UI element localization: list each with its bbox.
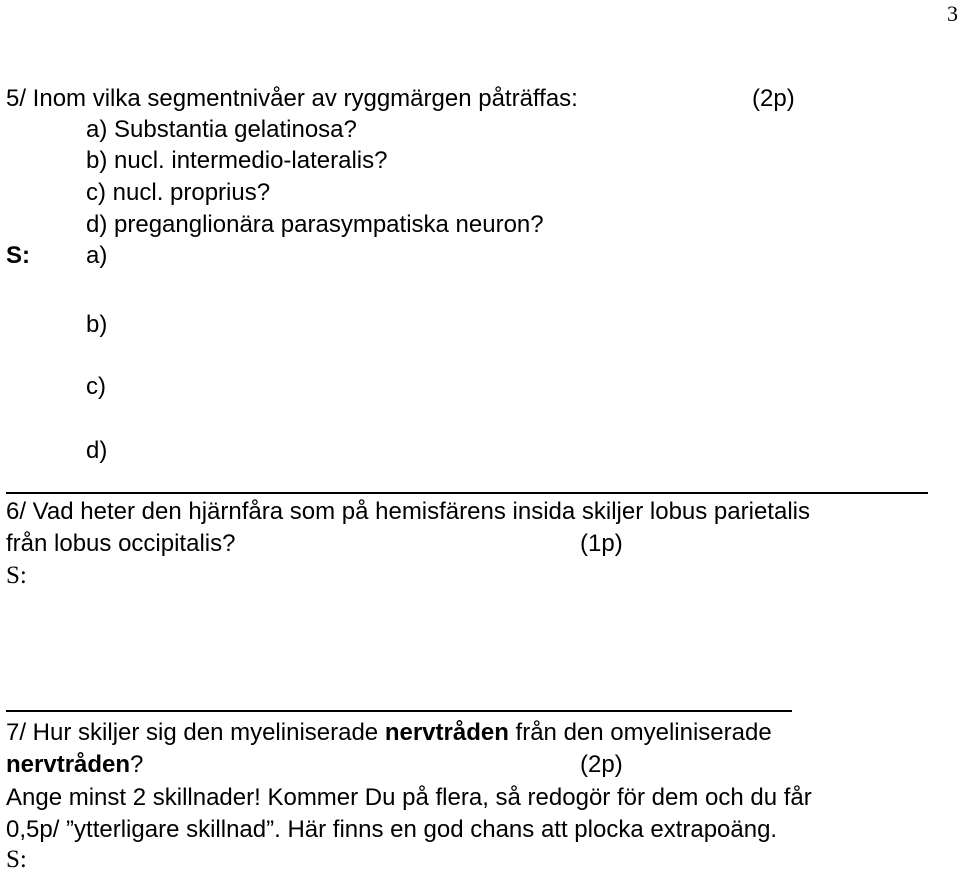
q5-option-b: b) nucl. intermedio-lateralis? <box>86 147 388 174</box>
q5-answer-a: a) <box>86 242 108 269</box>
separator-rule-1 <box>6 492 928 494</box>
q6-answer-label: S: <box>6 562 27 589</box>
q5-option-d: d) preganglionära parasympatiska neuron? <box>86 211 544 238</box>
q6-line1: 6/ Vad heter den hjärnfåra som på hemisfärens insida skiljer lobus parietalis <box>6 498 810 525</box>
page-number: 3 <box>947 1 958 26</box>
q7-line3: Ange minst 2 skillnader! Kommer Du på flera, så redogör för dem och du får <box>6 784 812 811</box>
q5-points: (2p) <box>752 85 795 112</box>
q5-option-c: c) nucl. proprius? <box>86 179 271 206</box>
q5-answer-b: b) <box>86 311 108 338</box>
q7-points: (2p) <box>580 751 623 778</box>
q7-line1 <box>6 718 772 748</box>
q5-answer-label: S: <box>6 242 30 269</box>
q7-line2 <box>6 750 143 780</box>
q5-question: 5/ Inom vilka segmentnivåer av ryggmärgen påträffas: <box>6 85 578 112</box>
q7-line4: 0,5p/ ”ytterligare skillnad”. Här finns en god chans att plocka extrapoäng. <box>6 816 778 843</box>
q7-middle: från den omyeliniserade <box>508 719 772 746</box>
q6-points: (1p) <box>580 530 623 557</box>
q7-bold-term-1: nervtråden <box>384 719 509 746</box>
q6-line2: från lobus occipitalis? <box>6 530 236 557</box>
q5-answer-d: d) <box>86 437 108 464</box>
separator-rule-2 <box>6 710 792 712</box>
q7-question-mark: ? <box>130 751 144 778</box>
q7-answer-label: S: <box>6 846 27 873</box>
q5-answer-c: c) <box>86 373 106 400</box>
q7-prefix: 7/ Hur skiljer sig den myeliniserade <box>6 719 385 746</box>
q7-bold-term-2: nervtråden <box>6 751 131 778</box>
q5-option-a: a) Substantia gelatinosa? <box>86 116 357 143</box>
